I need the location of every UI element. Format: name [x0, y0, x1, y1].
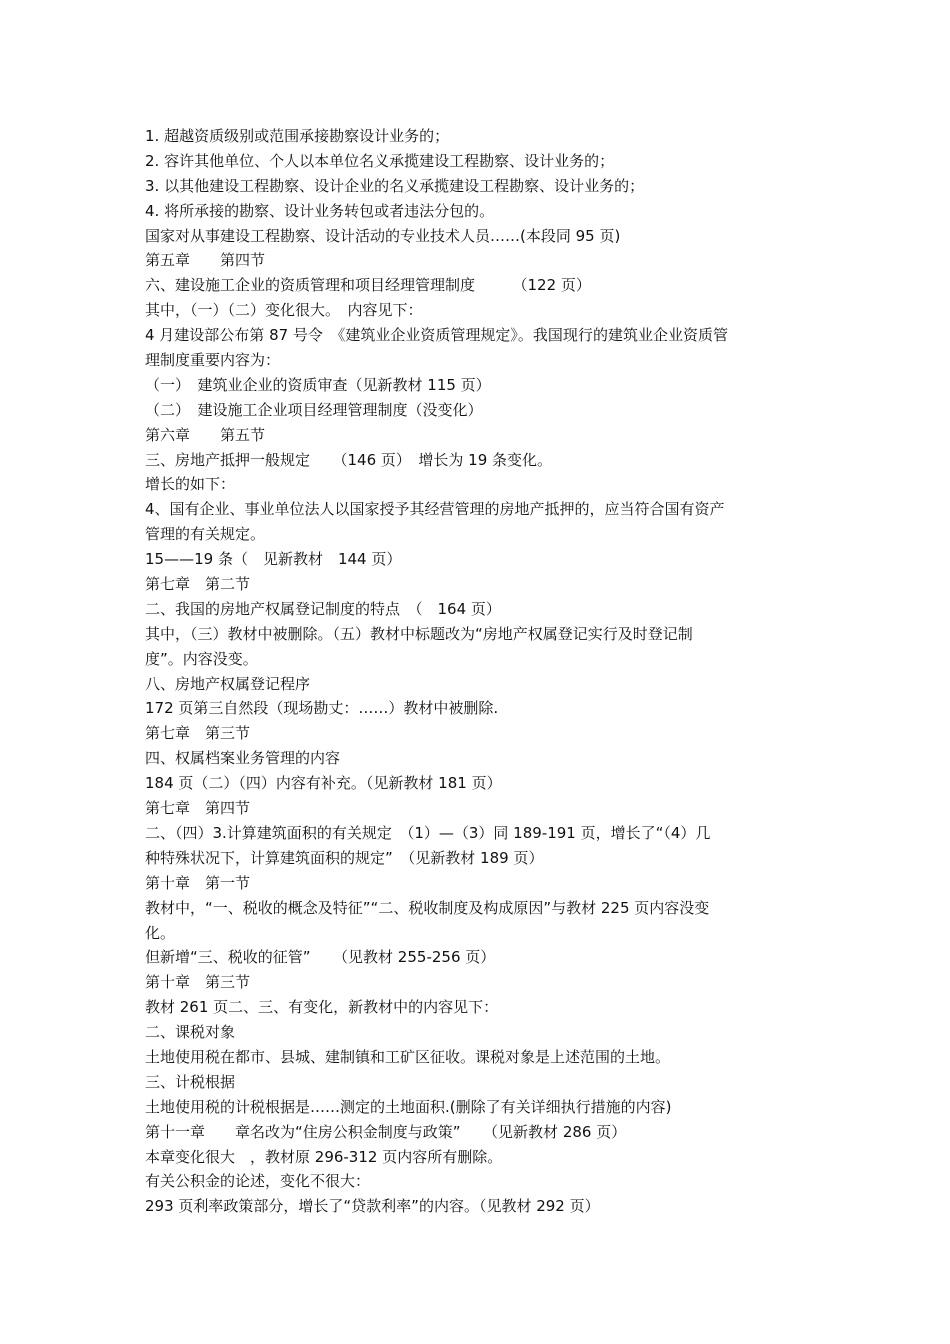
chapter-heading: 第十章 第三节 [145, 973, 251, 992]
text-line-16: 4、国有企业、事业单位法人以国家授予其经营管理的房地产抵押的，应当符合国有资产 [145, 500, 725, 519]
section-heading: 二、我国的房地产权属登记制度的特点 （ 164 页） [145, 599, 501, 618]
document-page [145, 124, 813, 1219]
text-line-2: 2. 容许其他单位、个人以本单位名义承揽建设工程勘察、设计业务的； [145, 151, 615, 170]
text-line-27: 184 页（二）（四）内容有补充。（见新教材 181 页） [145, 774, 502, 793]
section-heading: 二、课税对象 [145, 1023, 236, 1042]
text-line-8: 其中，（一）（二）变化很大。 内容见下： [145, 301, 423, 320]
text-line-18: 15——19 条（ 见新教材 144 页） [145, 550, 402, 569]
text-line-34: 但新增“三、税收的征管” （见教材 255-256 页） [145, 948, 496, 967]
section-heading: 三、房地产抵押一般规定 （146 页） 增长为 19 条变化。 [145, 450, 553, 469]
chapter-heading: 第六章 第五节 [145, 425, 266, 444]
text-line-42: 本章变化很大 ，教材原 296-312 页内容所有删除。 [145, 1147, 503, 1166]
text-line-22: 度”。内容没变。 [145, 649, 258, 668]
text-line-30: 种特殊状况下，计算建筑面积的规定” （见新教材 189 页） [145, 848, 544, 867]
text-line-21: 其中，（三）教材中被删除。（五）教材中标题改为“房地产权属登记实行及时登记制 [145, 624, 693, 643]
text-line-9: 4 月建设部公布第 87 号令 《建筑业企业资质管理规定》。我国现行的建筑业企业资质管 [145, 326, 728, 345]
section-heading: 八、房地产权属登记程序 [145, 674, 311, 693]
text-line-40: 土地使用税的计税根据是……测定的土地面积.(删除了有关详细执行措施的内容) [145, 1097, 672, 1116]
text-line-36: 教材 261 页二、三、有变化，新教材中的内容见下： [145, 998, 499, 1017]
chapter-heading: 第七章 第二节 [145, 575, 251, 594]
text-line-1: 1. 超越资质级别或范围承接勘察设计业务的； [145, 127, 450, 145]
text-line-33: 化。 [145, 923, 176, 942]
chapter-heading: 第七章 第四节 [145, 799, 251, 818]
text-line-24: 172 页第三自然段（现场勘丈：……）教材中被删除. [145, 699, 499, 718]
text-line-11: （一） 建筑业企业的资质审查（见新教材 115 页） [145, 375, 491, 394]
chapter-heading: 第十章 第一节 [145, 873, 251, 892]
section-heading: 三、计税根据 [145, 1072, 236, 1091]
section-heading: 六、建设施工企业的资质管理和项目经理管理制度 （122 页） [145, 276, 591, 295]
text-line-44: 293 页利率政策部分，增长了“贷款利率”的内容。（见教材 292 页） [145, 1197, 600, 1216]
text-line-15: 增长的如下： [145, 475, 236, 494]
text-line-38: 土地使用税在都市、县城、建制镇和工矿区征收。课税对象是上述范围的土地。 [145, 1047, 671, 1066]
text-line-17: 管理的有关规定。 [145, 525, 266, 544]
chapter-heading: 第七章 第三节 [145, 724, 251, 743]
chapter-heading: 第十一章 章名改为“住房公积金制度与政策” （见新教材 286 页） [145, 1122, 627, 1141]
text-line-10: 理制度重要内容为： [145, 351, 281, 370]
text-line-32: 教材中，“一、税收的概念及特征”“二、税收制度及构成原因”与教材 225 页内容没变 [145, 898, 710, 917]
section-heading: 二、（四）3.计算建筑面积的有关规定 （1）—（3）同 189-191 页，增长了“（4）几 [145, 823, 711, 842]
section-heading: 四、权属档案业务管理的内容 [145, 749, 341, 768]
text-line-43: 有关公积金的论述，变化不很大： [145, 1172, 371, 1191]
text-line-3: 3. 以其他建设工程勘察、设计企业的名义承揽建设工程勘察、设计业务的； [145, 176, 645, 195]
text-line-5: 国家对从事建设工程勘察、设计活动的专业技术人员……(本段同 95 页) [145, 226, 621, 245]
chapter-heading: 第五章 第四节 [145, 251, 266, 270]
text-line-4: 4. 将所承接的勘察、设计业务转包或者违法分包的。 [145, 201, 495, 220]
text-line-12: （二） 建设施工企业项目经理管理制度（没变化） [145, 400, 483, 419]
